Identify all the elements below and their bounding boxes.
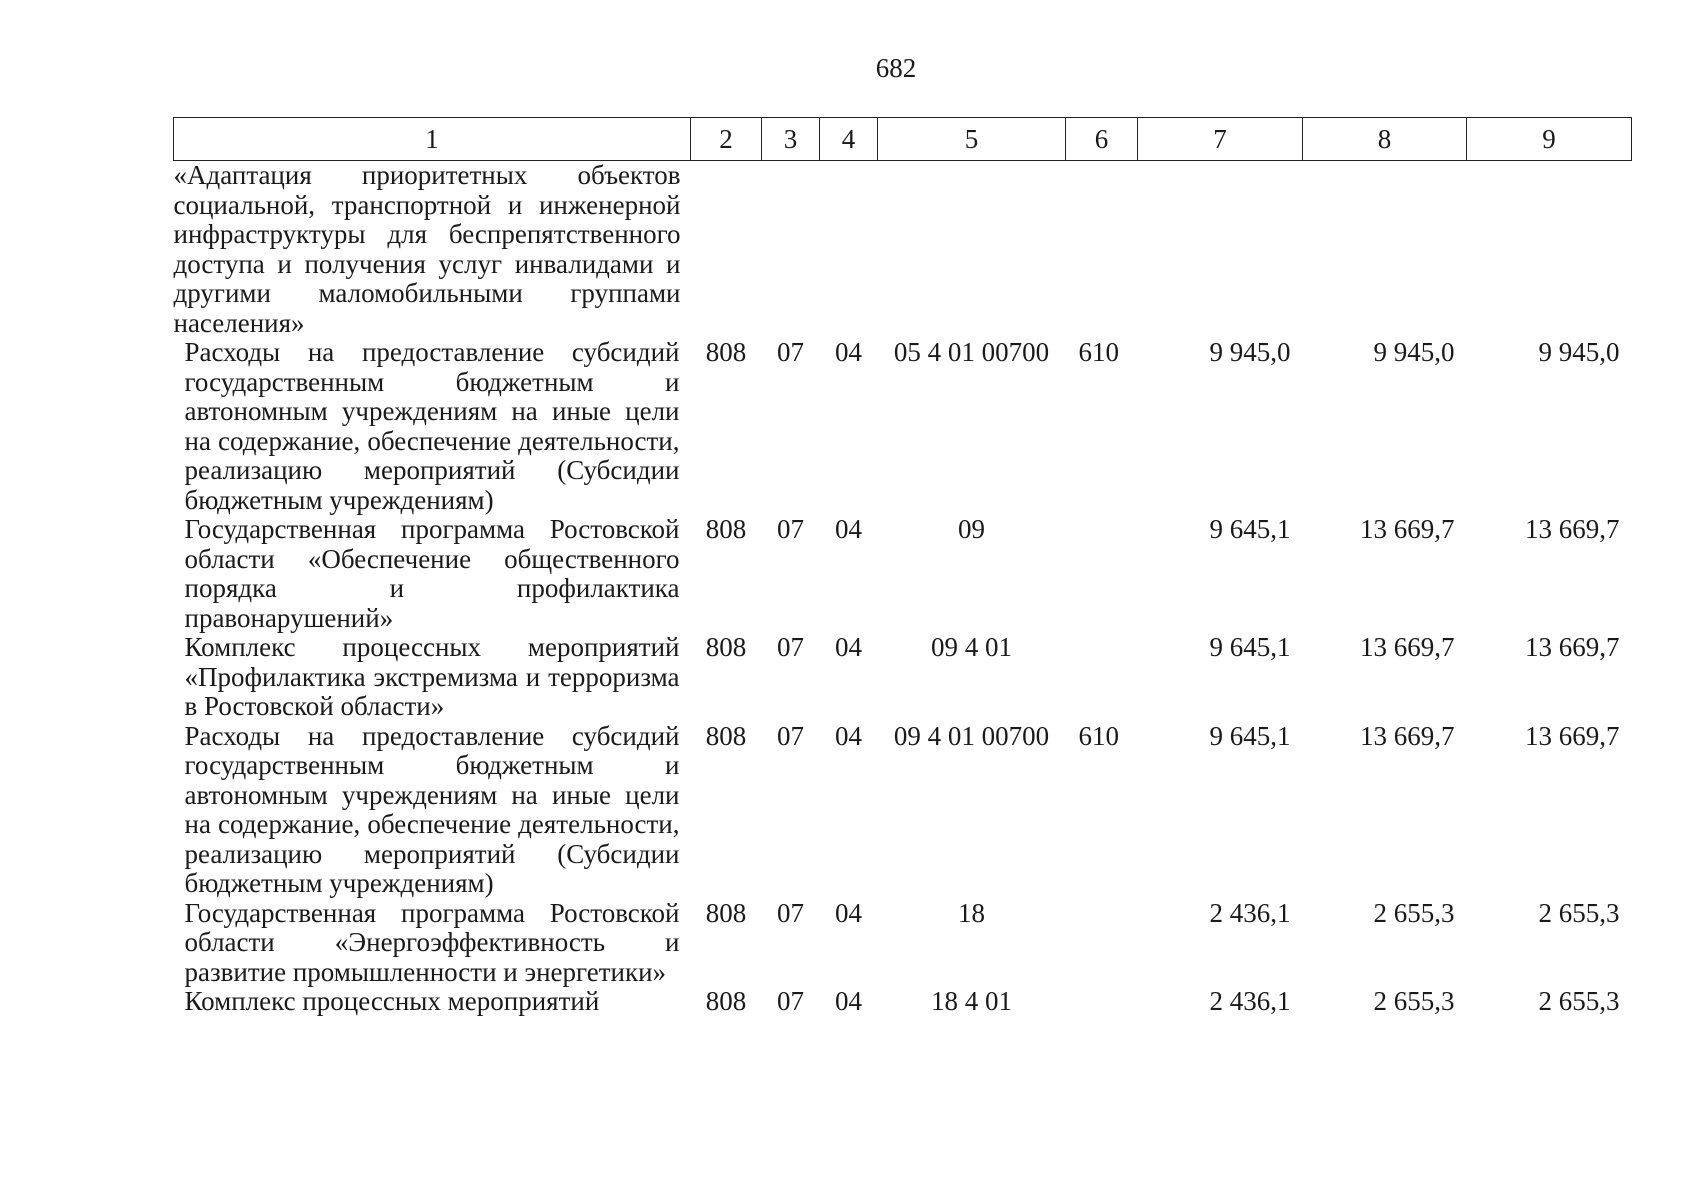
- header-row: [174, 118, 1632, 161]
- row-col-8: 13 669,7: [1360, 514, 1455, 544]
- table-header: [174, 118, 1632, 161]
- row-name: «Адаптация приоритетных объектов социальной, транспортной и инженерной инфраструктуры для беспрепятственного доступа и получения услуг инвалидами и другими маломобильными группами населения»: [173, 160, 681, 338]
- row-col-8: 2 655,3: [1373, 897, 1455, 928]
- row-name: Комплекс процессных мероприятий «Профилактика экстремизма и терроризма в Ростовской области»: [184, 632, 680, 721]
- row-col-6: [1066, 633, 1138, 722]
- row-col-6: [1066, 161, 1138, 339]
- row-col-7: 9 645,1: [1209, 514, 1291, 544]
- row-col-4: 04: [835, 514, 862, 544]
- row-col-4: 04: [835, 337, 862, 367]
- row-col-3: 07: [777, 897, 804, 928]
- row-col-2: 808: [705, 632, 747, 662]
- row-col-6: [1066, 515, 1138, 633]
- row-col-4: 04: [835, 897, 862, 928]
- row-name: Комплекс процессных мероприятий: [184, 986, 600, 1016]
- row-col-3: 07: [777, 514, 804, 544]
- row-col-9: 2 655,3: [1538, 897, 1620, 928]
- row-col-7: [1138, 161, 1303, 339]
- row-col-8: 13 669,7: [1360, 632, 1455, 662]
- row-col-2: 808: [705, 337, 747, 367]
- row-name: Расходы на предоставление субсидий государственным бюджетным и автономным учреждениям на иные цели на содержание, обеспечение деятельности, реализацию мероприятий (Субсидии бюджетным учреждениям): [184, 720, 680, 898]
- row-col-4: 04: [835, 632, 862, 662]
- table-row: [174, 515, 1632, 633]
- row-col-5: 09 4 01: [931, 632, 1012, 662]
- row-col-4: 04: [835, 986, 862, 1016]
- row-col-8: 9 945,0: [1373, 337, 1455, 367]
- row-col-2: 808: [705, 720, 747, 751]
- header-col-3: 3: [762, 118, 820, 161]
- row-col-9: 2 655,3: [1538, 986, 1620, 1016]
- table-row: [174, 722, 1632, 899]
- header-col-5: 5: [878, 118, 1066, 161]
- table-row: [174, 899, 1632, 988]
- row-col-6: 610: [1078, 337, 1119, 367]
- row-col-7: 9 945,0: [1209, 337, 1291, 367]
- table-row: [174, 338, 1632, 515]
- table-row: [174, 161, 1632, 339]
- row-col-7: 2 436,1: [1209, 897, 1291, 928]
- row-col-3: [762, 161, 820, 339]
- row-col-7: 2 436,1: [1209, 986, 1291, 1016]
- row-col-5: 09: [958, 514, 985, 544]
- row-col-7: 9 645,1: [1209, 720, 1291, 751]
- header-col-6: 6: [1066, 118, 1138, 161]
- row-col-8: [1303, 161, 1467, 339]
- row-name: Государственная программа Ростовской области «Энергоэффективность и развитие промышленности и энергетики»: [184, 897, 680, 987]
- header-col-8: 8: [1303, 118, 1467, 161]
- row-col-9: 13 669,7: [1525, 720, 1620, 751]
- row-col-8: 2 655,3: [1373, 986, 1455, 1016]
- row-col-4: 04: [835, 720, 862, 751]
- row-col-3: 07: [777, 337, 804, 367]
- row-col-3: 07: [777, 720, 804, 751]
- row-name: Расходы на предоставление субсидий государственным бюджетным и автономным учреждениям на иные цели на содержание, обеспечение деятельности, реализацию мероприятий (Субсидии бюджетным учреждениям): [184, 337, 680, 515]
- row-col-3: 07: [777, 632, 804, 662]
- row-col-7: 9 645,1: [1209, 632, 1291, 662]
- row-col-2: [691, 161, 762, 339]
- row-col-2: 808: [705, 986, 747, 1016]
- row-col-5: 18: [958, 897, 985, 928]
- page-number: 682: [875, 53, 917, 83]
- budget-table: [173, 117, 1632, 1017]
- header-col-7: 7: [1138, 118, 1303, 161]
- table-row: [174, 633, 1632, 722]
- table-body: [174, 161, 1632, 1017]
- row-col-2: 808: [705, 897, 747, 928]
- row-col-4: [820, 161, 878, 339]
- row-col-3: 07: [777, 986, 804, 1016]
- header-col-9: 9: [1467, 118, 1632, 161]
- row-col-5: 18 4 01: [931, 986, 1012, 1016]
- row-col-6: 610: [1078, 720, 1119, 751]
- row-col-6: [1066, 987, 1138, 1017]
- row-col-9: 13 669,7: [1525, 514, 1620, 544]
- header-col-1: 1: [174, 118, 691, 161]
- row-col-2: 808: [705, 514, 747, 544]
- row-col-9: 13 669,7: [1525, 632, 1620, 662]
- header-col-4: 4: [820, 118, 878, 161]
- header-col-2: 2: [691, 118, 762, 161]
- row-col-5: [878, 161, 1066, 339]
- row-col-8: 13 669,7: [1360, 720, 1455, 751]
- table-row: [174, 987, 1632, 1017]
- row-col-9: [1467, 161, 1632, 339]
- row-col-6: [1066, 899, 1138, 988]
- row-col-9: 9 945,0: [1538, 337, 1620, 367]
- row-col-5: 05 4 01 00700: [893, 337, 1050, 367]
- row-name: Государственная программа Ростовской области «Обеспечение общественного порядка и профилактика правонарушений»: [184, 514, 680, 633]
- row-col-5: 09 4 01 00700: [893, 720, 1050, 751]
